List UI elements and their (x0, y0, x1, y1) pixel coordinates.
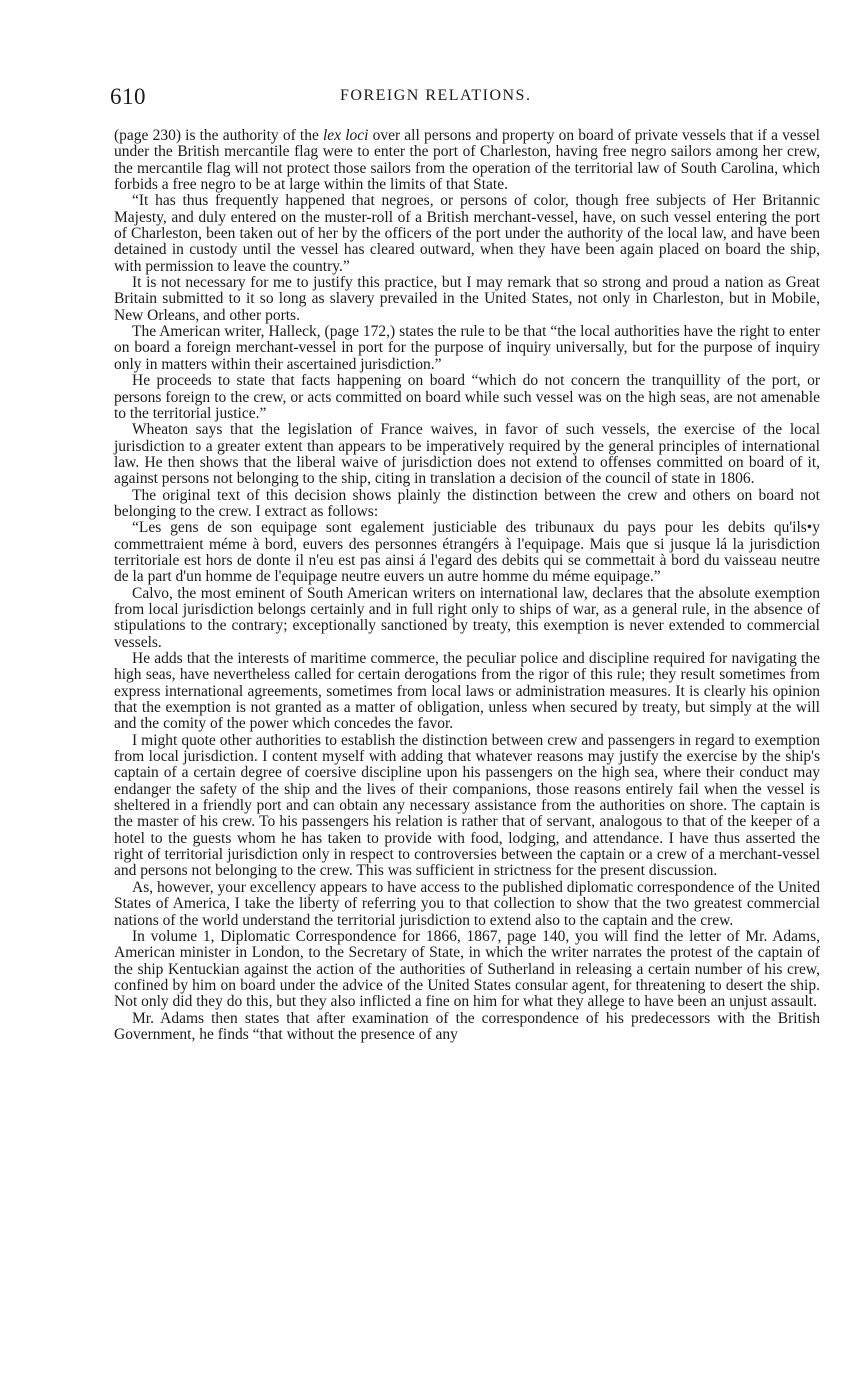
paragraph-13: In volume 1, Diplomatic Correspondence for 1866, 1867, page 140, you will find the letter of Mr. Adams, American minister in London, to the Secretary of State, in which the writer narrates the protest of the captain of the ship Kentuckian against the action of the authorities of Sutherland in releasing a certain number of his crew, confined by him on board under the advice of the United States consular agent, for threatening to desert the ship. Not only did they do this, but they also inflicted a fine on him for what they allege to have been an unjust assault. (114, 927, 820, 1011)
paragraph-1-italic: lex loci (322, 127, 369, 144)
paragraph-3: It is not necessary for me to justify this practice, but I may remark that so strong and proud a nation as Great Britain submitted to it so long as slavery prevailed in the United States, not only in Charleston, but in Mobile, New Orleans, and other ports. (114, 274, 820, 324)
paragraph-5: He proceeds to state that facts happening on board “which do not concern the tranquillity of the port, or persons foreign to the crew, or acts committed on board while such vessel was on the high seas, are not amenable to the territorial justice.” (114, 372, 820, 422)
page-header (110, 84, 818, 114)
paragraph-12: As, however, your excellency appears to have access to the published diplomatic correspondence of the United States of America, I take the liberty of referring you to that collection to show that the two greatest commercial nations of the world understand the territorial jurisdiction to extend also to the captain and the crew. (114, 878, 820, 929)
paragraph-8: “Les gens de son equipage sont egalement justiciable des tribunaux du pays pour les debits qu'ils•y commettraient méme à bord, euvers des personnes étrangérs à l'equipage. Mais que si jusque lá la jurisdiction territoriale est hors de donte il n'eu est pas ainsi á l'egard des debits qui se commettait à bord du vaisseau neutre de la part d'un homme de l'equipage neutre euvers un autre homme du méme equipage.” (114, 519, 820, 586)
paragraph-1-post: over all persons and property on board of private vessels that if a vessel under the British mercantile flag were to enter the port of Charleston, having free negro sailors among her crew, the mercantile flag will not protect those sailors from the operation of the territorial law of South Carolina, which forbids a free negro to be at large within the limits of that State. (114, 127, 820, 194)
paragraph-1-pre: (page 230) is the authority of the (114, 127, 323, 144)
paragraph-7: The original text of this decision shows plainly the distinction between the crew and others on board not belonging to the crew. I extract as follows: (114, 486, 820, 520)
paragraph-14: Mr. Adams then states that after examination of the correspondence of his predecessors with the British Government, he finds “that without the presence of any (114, 1009, 820, 1043)
page-number: 610 (110, 84, 146, 109)
paragraph-11: I might quote other authorities to establish the distinction between crew and passengers in regard to exemption from local jurisdiction. I content myself with adding that whatever reasons may justify the exercise by the ship's captain of a certain degree of coersive discipline upon his passengers on the high sea, where their conduct may endanger the safety of the ship and the lives of their companions, those reasons entirely fail when the vessel is sheltered in a friendly port and can obtain any necessary assistance from the authorities on shore. The captain is the master of his crew. To his passengers his relation is rather that of servant, analogous to that of the keeper of a hotel to the guests whom he has taken to provide with food, lodging, and attendance. I have thus asserted the right of territorial jurisdiction only in respect to controversies between the captain or a crew of a merchant-vessel and persons not belonging to the crew. This was sufficient in strictness for the present discussion. (114, 731, 820, 880)
paragraph-10: He adds that the interests of maritime commerce, the peculiar police and discipline required for navigating the high seas, have nevertheless called for certain derogations from the rigor of this rule; they result sometimes from express international agreements, sometimes from local laws or administration measures. It is clearly his opinion that the exemption is not granted as a matter of obligation, unless when secured by treaty, but simply at the will and the comity of the power which concedes the favor. (114, 650, 820, 733)
paragraph-4: The American writer, Halleck, (page 172,) states the rule to be that “the local authorities have the right to enter on board a foreign merchant-vessel in port for the purpose of inquiry universally, but for the purpose of inquiry only in matters within their ascertained jurisdiction.” (114, 323, 820, 373)
paragraph-9: Calvo, the most eminent of South American writers on international law, declares that the absolute exemption from local jurisdiction belongs certainly and in full right only to ships of war, as a general rule, in the absence of stipulations to the contrary; exceptionally sanctioned by treaty, this exemption is never extended to commercial vessels. (114, 584, 820, 651)
paragraph-1 (114, 128, 820, 193)
body-text (114, 128, 820, 1043)
running-head: FOREIGN RELATIONS. (340, 87, 532, 104)
paragraph-6: Wheaton says that the legislation of France waives, in favor of such vessels, the exercise of the local jurisdiction to a greater extent than appears to be imperatively required by the general principles of international law. He then shows that the liberal waive of jurisdiction does not extend to offenses committed on board of it, against persons not belonging to the ship, citing in translation a decision of the council of state in 1806. (114, 421, 820, 488)
paragraph-2: “It has thus frequently happened that negroes, or persons of color, though free subjects of Her Britannic Majesty, and duly entered on the muster-roll of a British merchant-vessel, have, on such vessel entering the port of Charleston, been taken out of her by the officers of the port under the authority of the local law, and have been detained in custody until the vessel has cleared outward, when they have been again placed on board the ship, with permission to leave the country.” (114, 192, 820, 275)
